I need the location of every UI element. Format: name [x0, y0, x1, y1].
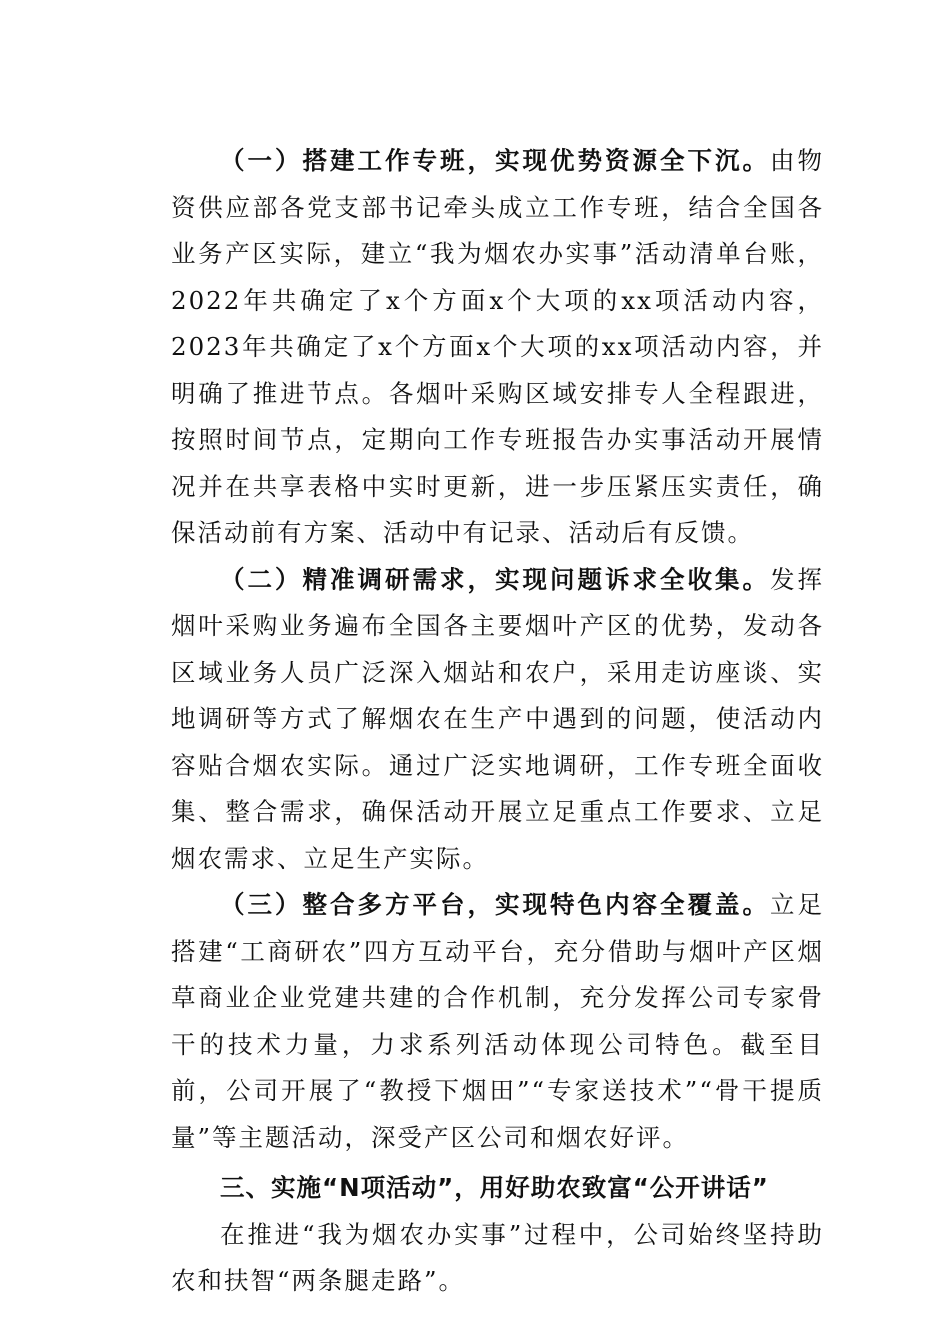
paragraph-2 [171, 557, 824, 883]
paragraph-2-heading: （二）精准调研需求，实现问题诉求全收集。 [220, 564, 770, 594]
closing-paragraph: 在推进“我为烟农办实事”过程中，公司始终坚持助农和扶智“两条腿走路”。 [171, 1219, 824, 1295]
paragraph-3-heading: （三）整合多方平台，实现特色内容全覆盖。 [220, 890, 770, 919]
paragraph-2-body: 发挥烟叶采购业务遍布全国各主要烟叶产区的优势，发动各区域业务人员广泛深入烟站和农户，采用走访座谈、实地调研等方式了解烟农在生产中遇到的问题，使活动内容贴合烟农实际。通过广泛实地调研，工作专班全面收集、整合需求，确保活动开展立足重点工作要求、立足烟农需求、立足生产实际。 [171, 564, 824, 873]
paragraph-3-body: 立足搭建“工商研农”四方互动平台，充分借助与烟叶产区烟草商业企业党建共建的合作机制，充分发挥公司专家骨干的技术力量，力求系列活动体现公司特色。截至目前，公司开展了“教授下烟田”“专家送技术”“骨干提质量”等主题活动，深受产区公司和烟农好评。 [171, 890, 824, 1152]
section-heading: 三、实施“N项活动”，用好助农致富“公开讲话” [220, 1173, 769, 1202]
paragraph-1 [171, 138, 824, 557]
paragraph-1-body: 由物资供应部各党支部书记牵头成立工作专班，结合全国各业务产区实际，建立“我为烟农办实事”活动清单台账，2022年共确定了x个方面x个大项的xx项活动内容，2023年共确定了x个方面x个大项的xx项活动内容，并明确了推进节点。各烟叶采购区域安排专人全程跟进，按照时间节点，定期向工作专班报告办实事活动开展情况并在共享表格中实时更新，进一步压紧压实责任，确保活动前有方案、活动中有记录、活动后有反馈。 [171, 146, 824, 547]
document-body [171, 138, 824, 1305]
paragraph-3 [171, 882, 824, 1161]
paragraph-1-heading: （一）搭建工作专班，实现优势资源全下沉。 [220, 146, 770, 175]
